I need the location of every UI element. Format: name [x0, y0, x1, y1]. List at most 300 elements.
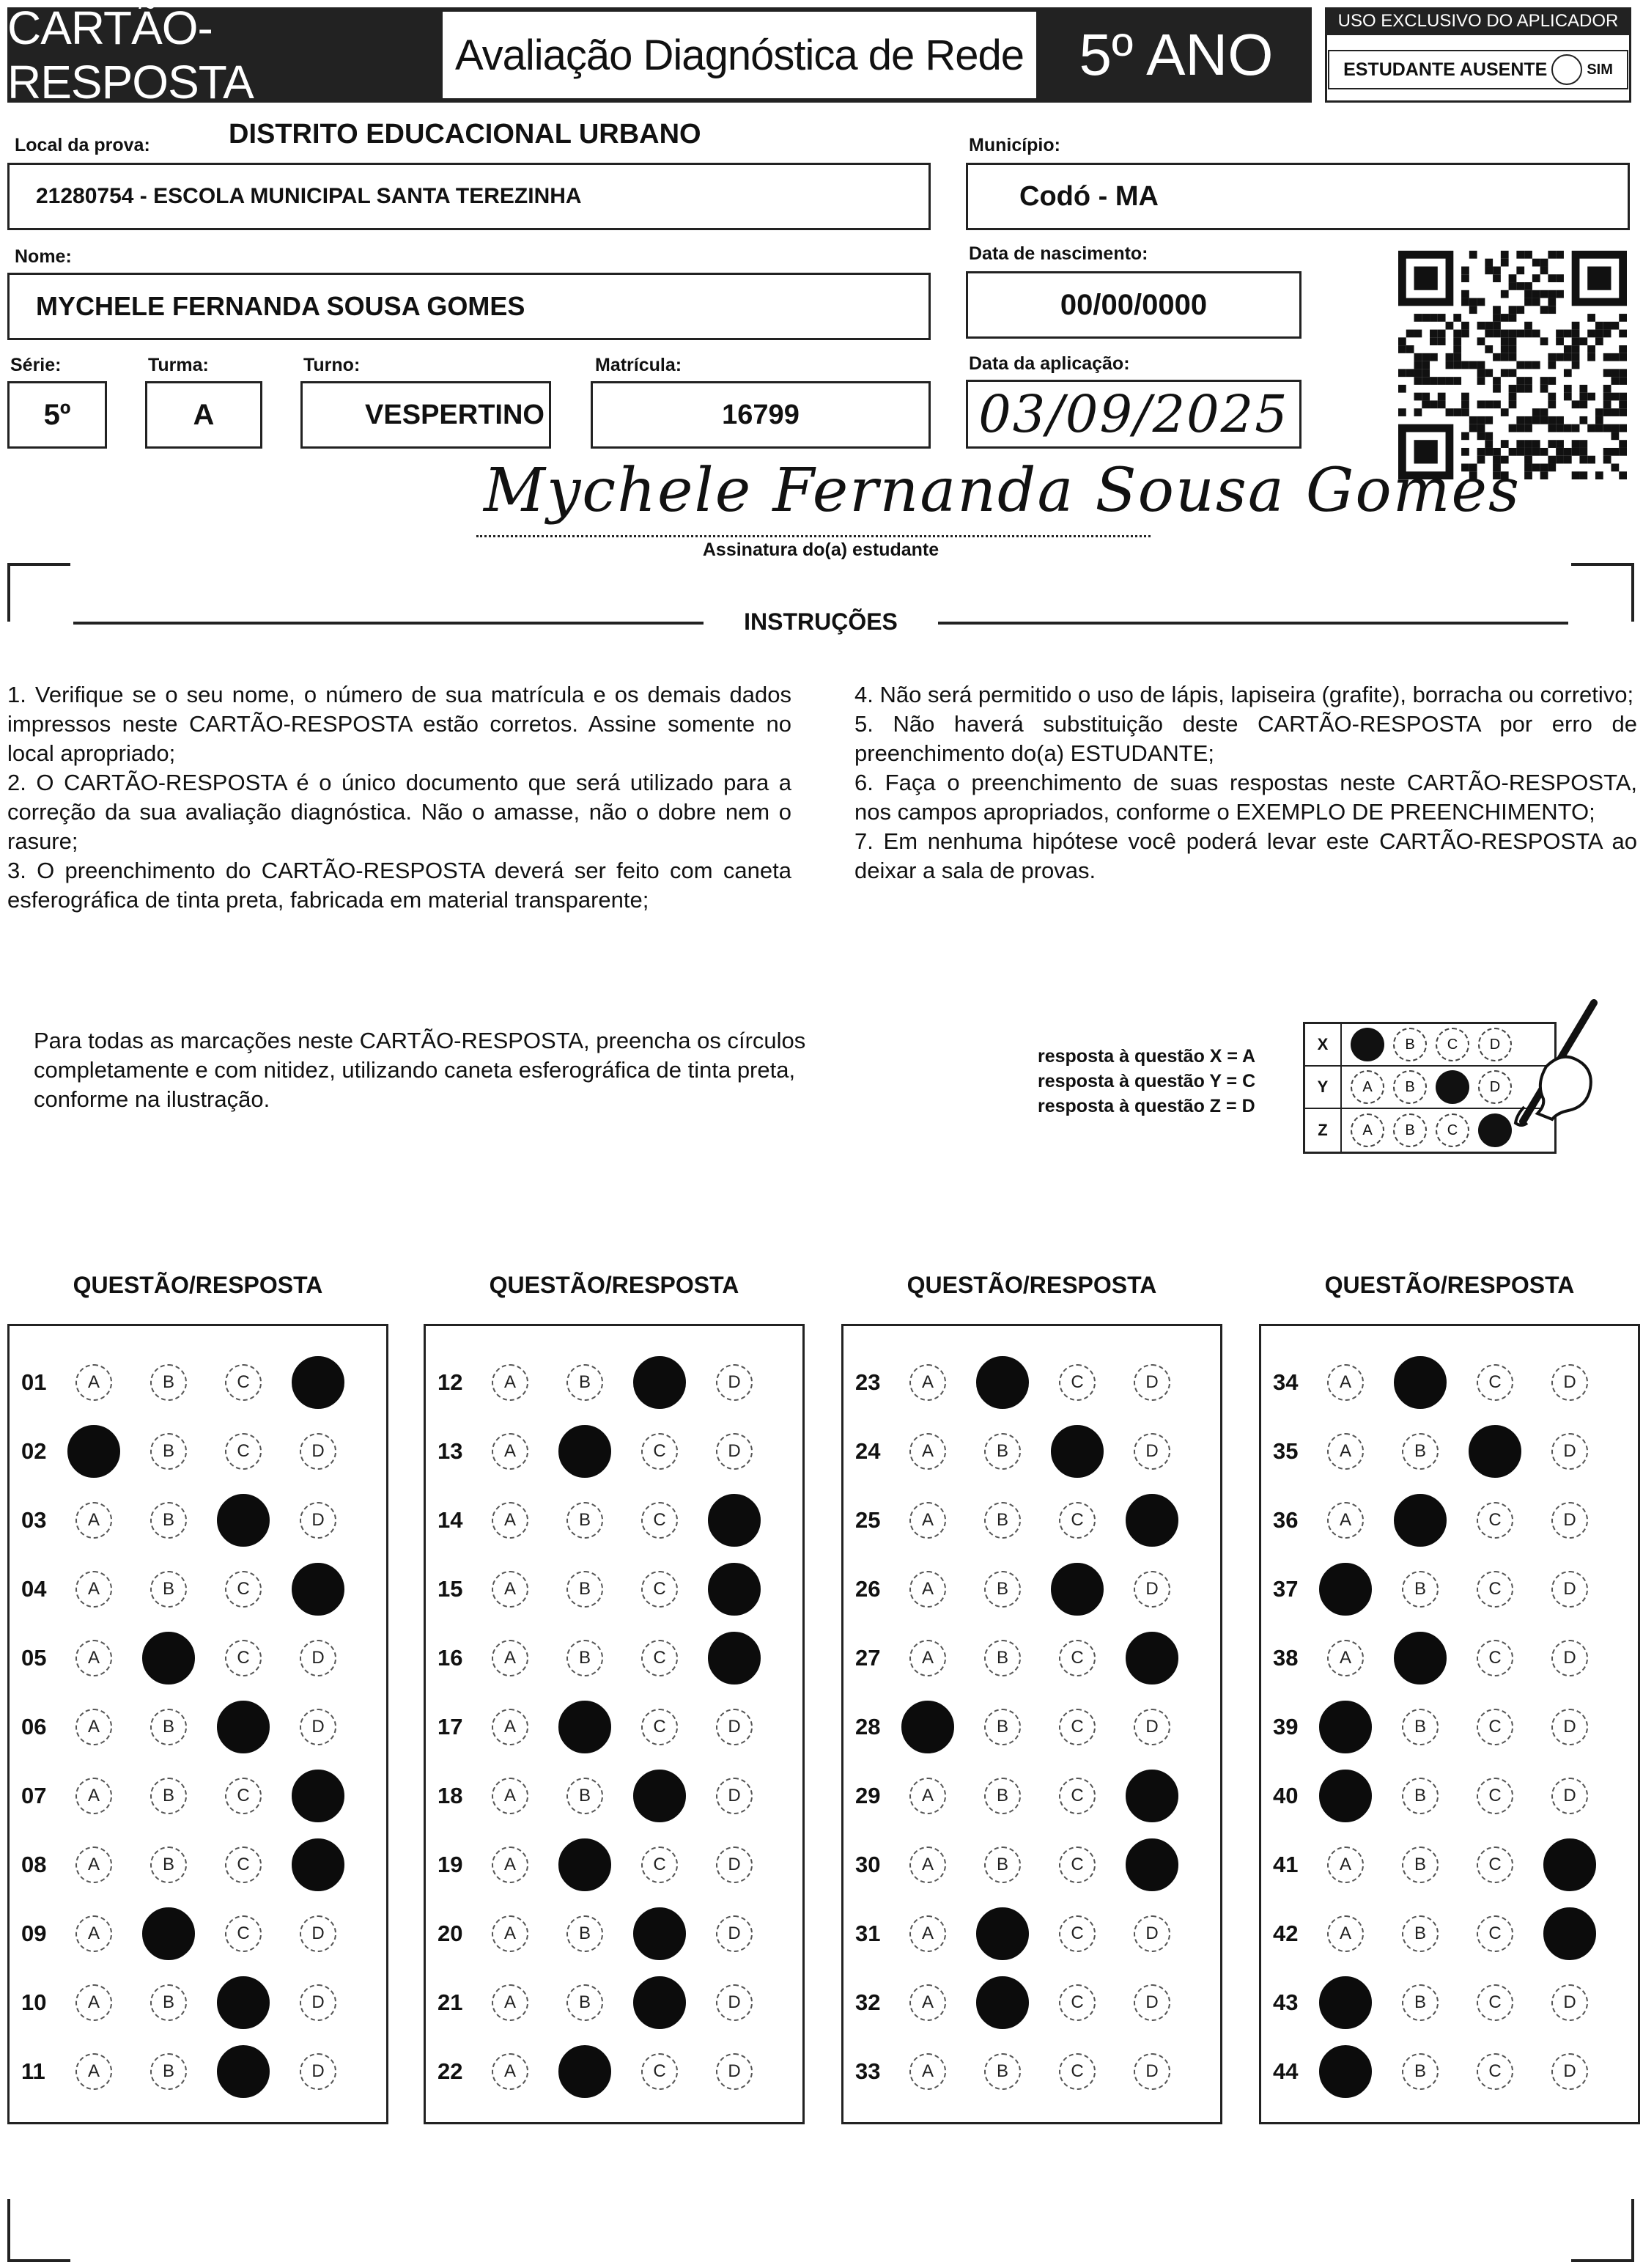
serie-label: Série:	[10, 355, 62, 375]
example-bubble-c	[1436, 1070, 1469, 1104]
answer-bubble-b[interactable]: B	[984, 1502, 1021, 1539]
answer-bubble-b[interactable]: B	[1402, 2053, 1439, 2090]
school-value: 21280754 - ESCOLA MUNICIPAL SANTA TEREZINHA	[36, 184, 582, 208]
question-number: 43	[1273, 1989, 1299, 2015]
answer-bubble-b[interactable]: B	[566, 1571, 603, 1608]
question-number: 09	[21, 1921, 47, 1946]
answer-bubble-c[interactable]: C	[1477, 1984, 1513, 2021]
answer-row	[10, 1348, 386, 1417]
answer-bubble-a[interactable]: A	[75, 1915, 112, 1952]
signature-line	[476, 535, 1151, 537]
answer-bubble-d[interactable]: D	[1134, 1984, 1170, 2021]
answer-row	[843, 1555, 1220, 1624]
answer-row	[843, 2037, 1220, 2106]
answer-bubble-d[interactable]: D	[716, 1709, 753, 1745]
instruction-item: 5. Não haverá substituição deste CARTÃO-RESPOSTA por erro de preenchimento do(a) ESTUDANTE;	[854, 711, 1637, 766]
answer-row	[1261, 1761, 1638, 1830]
answer-bubble-b[interactable]	[142, 1907, 195, 1960]
example-bubble-c: C	[1436, 1028, 1469, 1061]
question-number: 07	[21, 1783, 47, 1808]
answer-bubble-b[interactable]: B	[984, 1433, 1021, 1470]
signature-label: Assinatura do(a) estudante	[702, 540, 939, 560]
answer-bubble-d[interactable]: D	[1551, 1984, 1588, 2021]
answer-row	[426, 1968, 802, 2037]
answer-bubble-a[interactable]: A	[492, 1364, 528, 1401]
answer-row	[843, 1624, 1220, 1693]
question-number: 44	[1273, 2058, 1299, 2084]
question-number: 35	[1273, 1438, 1299, 1464]
answer-bubble-a[interactable]: A	[75, 1984, 112, 2021]
answer-bubble-b[interactable]: B	[1402, 1984, 1439, 2021]
answer-bubble-d[interactable]: D	[1551, 1502, 1588, 1539]
matricula-label: Matrícula:	[595, 355, 682, 375]
answer-bubble-c[interactable]: C	[225, 1364, 262, 1401]
answer-bubble-b[interactable]: B	[566, 1984, 603, 2021]
question-number: 17	[437, 1714, 463, 1739]
question-number: 04	[21, 1576, 47, 1602]
answer-bubble-a[interactable]: A	[492, 2053, 528, 2090]
example-bubble-a	[1351, 1028, 1384, 1061]
example-bubble-b: B	[1393, 1028, 1427, 1061]
answer-bubble-d[interactable]: D	[716, 2053, 753, 2090]
question-number: 31	[855, 1921, 881, 1946]
question-number: 36	[1273, 1507, 1299, 1533]
answer-bubble-c[interactable]: C	[225, 1847, 262, 1883]
answer-bubble-c[interactable]: C	[1477, 2053, 1513, 2090]
answer-bubble-b[interactable]	[558, 1701, 611, 1753]
answer-bubble-b[interactable]: B	[150, 1502, 187, 1539]
answer-bubble-b[interactable]: B	[150, 1709, 187, 1745]
answer-bubble-a[interactable]: A	[75, 1571, 112, 1608]
answer-bubble-c[interactable]: C	[641, 1433, 678, 1470]
answer-bubble-d[interactable]: D	[300, 1640, 336, 1676]
question-number: 11	[21, 2058, 45, 2084]
answer-bubble-c[interactable]	[1051, 1425, 1104, 1478]
answer-bubble-d[interactable]	[1126, 1838, 1178, 1891]
turma-value: A	[193, 398, 215, 431]
example-bubble-a: A	[1351, 1070, 1384, 1104]
answer-bubble-d[interactable]: D	[1551, 1640, 1588, 1676]
question-number: 32	[855, 1989, 881, 2015]
matricula-field	[591, 381, 931, 449]
answer-bubble-b[interactable]	[142, 1632, 195, 1685]
answer-bubble-b[interactable]	[558, 2045, 611, 2098]
answer-row	[1261, 1555, 1638, 1624]
answer-bubble-b[interactable]	[1394, 1494, 1447, 1547]
answer-bubble-b[interactable]: B	[1402, 1433, 1439, 1470]
answer-bubble-b[interactable]: B	[1402, 1571, 1439, 1608]
answer-bubble-a[interactable]: A	[1327, 1640, 1364, 1676]
student-signature[interactable]: Mychele Fernanda Sousa Gomes	[484, 456, 1521, 526]
answer-bubble-a[interactable]: A	[492, 1709, 528, 1745]
answer-bubble-a[interactable]: A	[1327, 1364, 1364, 1401]
answer-row	[10, 1555, 386, 1624]
answer-bubble-b[interactable]: B	[566, 1915, 603, 1952]
answer-bubble-b[interactable]: B	[984, 1847, 1021, 1883]
answer-bubble-c[interactable]: C	[1059, 1709, 1096, 1745]
answer-bubble-d[interactable]: D	[300, 1984, 336, 2021]
absent-option: SIM	[1587, 61, 1613, 78]
answer-bubble-b[interactable]: B	[984, 1640, 1021, 1676]
answer-bubble-d[interactable]: D	[300, 1709, 336, 1745]
answer-bubble-b[interactable]	[558, 1425, 611, 1478]
answer-bubble-c[interactable]: C	[1477, 1364, 1513, 1401]
answer-bubble-c[interactable]: C	[1059, 2053, 1096, 2090]
answer-bubble-a[interactable]: A	[1327, 1433, 1364, 1470]
answer-bubble-a[interactable]: A	[492, 1984, 528, 2021]
answer-bubble-a[interactable]	[901, 1701, 954, 1753]
answer-bubble-b[interactable]: B	[1402, 1915, 1439, 1952]
answer-bubble-d[interactable]: D	[300, 1915, 336, 1952]
answer-bubble-c[interactable]	[633, 1770, 686, 1822]
answer-bubble-b[interactable]: B	[984, 1709, 1021, 1745]
answer-bubble-d[interactable]: D	[1134, 1709, 1170, 1745]
question-number: 20	[437, 1921, 463, 1946]
question-number: 06	[21, 1714, 47, 1739]
answer-bubble-c[interactable]	[217, 1701, 270, 1753]
answer-bubble-c[interactable]: C	[1477, 1571, 1513, 1608]
answer-bubble-c[interactable]: C	[1059, 1364, 1096, 1401]
answer-bubble-c[interactable]	[217, 1976, 270, 2029]
answer-bubble-b[interactable]	[976, 1356, 1029, 1409]
answer-bubble-a[interactable]: A	[75, 1709, 112, 1745]
answer-bubble-c[interactable]: C	[1059, 1778, 1096, 1814]
question-number: 42	[1273, 1921, 1299, 1946]
answer-bubble-b[interactable]: B	[984, 1778, 1021, 1814]
answer-bubble-c[interactable]: C	[1477, 1915, 1513, 1952]
answer-bubble-d[interactable]: D	[716, 1778, 753, 1814]
answer-bubble-d[interactable]	[1543, 1907, 1596, 1960]
answer-bubble-d[interactable]	[1126, 1632, 1178, 1685]
answer-bubble-d[interactable]: D	[300, 1502, 336, 1539]
example-question-label: Z	[1305, 1109, 1342, 1152]
answer-bubble-a[interactable]: A	[75, 1640, 112, 1676]
answer-bubble-c[interactable]: C	[1477, 1778, 1513, 1814]
answer-bubble-d[interactable]: D	[1134, 1915, 1170, 1952]
question-number: 27	[855, 1645, 881, 1671]
question-number: 14	[437, 1507, 463, 1533]
answer-bubble-a[interactable]: A	[909, 1571, 946, 1608]
answer-bubble-d[interactable]: D	[1134, 1364, 1170, 1401]
answer-bubble-d[interactable]	[292, 1563, 344, 1616]
question-number: 38	[1273, 1645, 1299, 1671]
question-number: 26	[855, 1576, 881, 1602]
instruction-item: 4. Não será permitido o uso de lápis, lapiseira (grafite), borracha ou corretivo;	[854, 682, 1634, 707]
example-bubble-d: D	[1478, 1028, 1512, 1061]
answer-bubble-a[interactable]: A	[909, 1502, 946, 1539]
answer-bubble-b[interactable]: B	[566, 1502, 603, 1539]
answer-row	[1261, 1486, 1638, 1555]
answer-row	[843, 1899, 1220, 1968]
answer-bubble-a[interactable]: A	[1327, 1847, 1364, 1883]
answer-bubble-c[interactable]: C	[641, 1640, 678, 1676]
example-text: Para todas as marcações neste CARTÃO-RESPOSTA, preencha os círculos completamente e com nitidez, utilizando caneta esferográfica de tinta preta, conforme na ilustração.	[34, 1028, 806, 1112]
answer-bubble-d[interactable]: D	[716, 1433, 753, 1470]
nome-label: Nome:	[15, 246, 72, 267]
answer-row	[426, 1830, 802, 1899]
answer-bubble-d[interactable]	[708, 1632, 761, 1685]
serie-field	[7, 381, 107, 449]
answer-row	[843, 1830, 1220, 1899]
question-number: 37	[1273, 1576, 1299, 1602]
question-number: 29	[855, 1783, 881, 1808]
answer-row	[426, 2037, 802, 2106]
answer-bubble-c[interactable]: C	[641, 1502, 678, 1539]
answer-bubble-a[interactable]: A	[909, 1640, 946, 1676]
question-number: 02	[21, 1438, 47, 1464]
turma-field	[145, 381, 262, 449]
answer-bubble-a[interactable]: A	[909, 1433, 946, 1470]
corner-mark-top-right	[1571, 563, 1634, 622]
answer-bubble-a[interactable]: A	[909, 1778, 946, 1814]
answer-bubble-b[interactable]: B	[150, 1847, 187, 1883]
question-number: 10	[21, 1989, 47, 2015]
turma-label: Turma:	[148, 355, 209, 375]
answer-bubble-d[interactable]: D	[1134, 1571, 1170, 1608]
answer-bubble-a[interactable]	[1319, 1976, 1372, 2029]
answer-bubble-c[interactable]	[633, 1976, 686, 2029]
answer-bubble-c[interactable]	[633, 1356, 686, 1409]
answer-row	[10, 1761, 386, 1830]
answer-bubble-c[interactable]: C	[641, 1709, 678, 1745]
answer-bubble-c[interactable]	[1051, 1563, 1104, 1616]
answer-bubble-c[interactable]	[1469, 1425, 1521, 1478]
answer-bubble-b[interactable]: B	[150, 1571, 187, 1608]
answer-bubble-a[interactable]: A	[492, 1915, 528, 1952]
answer-bubble-d[interactable]: D	[1134, 1433, 1170, 1470]
answer-bubble-c[interactable]: C	[1477, 1640, 1513, 1676]
answer-bubble-d[interactable]	[292, 1356, 344, 1409]
answer-row	[1261, 1830, 1638, 1899]
column-title: QUESTÃO/RESPOSTA	[73, 1272, 323, 1298]
answer-bubble-d[interactable]: D	[300, 2053, 336, 2090]
answer-bubble-c[interactable]: C	[641, 1847, 678, 1883]
question-number: 16	[437, 1645, 463, 1671]
answer-bubble-a[interactable]: A	[492, 1778, 528, 1814]
answer-bubble-a[interactable]: A	[492, 1571, 528, 1608]
answer-row	[426, 1693, 802, 1761]
answer-bubble-c[interactable]: C	[1059, 1847, 1096, 1883]
aplicacao-field[interactable]	[966, 380, 1302, 449]
question-number: 39	[1273, 1714, 1299, 1739]
answer-bubble-a[interactable]: A	[1327, 1915, 1364, 1952]
answer-row	[10, 1624, 386, 1693]
example-bubble-b: B	[1393, 1113, 1427, 1147]
answer-bubble-a[interactable]: A	[1327, 1502, 1364, 1539]
answer-row	[10, 1830, 386, 1899]
answer-bubble-b[interactable]: B	[984, 1571, 1021, 1608]
answer-bubble-b[interactable]	[976, 1907, 1029, 1960]
answer-bubble-d[interactable]: D	[1551, 1571, 1588, 1608]
answer-bubble-b[interactable]	[1394, 1356, 1447, 1409]
answer-bubble-c[interactable]: C	[225, 1571, 262, 1608]
answer-bubble-a[interactable]: A	[909, 1984, 946, 2021]
pen-hand-icon	[1495, 997, 1605, 1144]
corner-mark-bottom-left	[7, 2199, 70, 2262]
answer-column-3	[841, 1324, 1222, 2124]
answer-bubble-c[interactable]: C	[1477, 1502, 1513, 1539]
example-bubble-a: A	[1351, 1113, 1384, 1147]
answer-bubble-d[interactable]: D	[1551, 1364, 1588, 1401]
example-bubble-b: B	[1393, 1070, 1427, 1104]
question-number: 01	[21, 1369, 47, 1395]
question-number: 03	[21, 1507, 47, 1533]
absent-bubble[interactable]	[1551, 54, 1582, 85]
answer-bubble-a[interactable]	[67, 1425, 120, 1478]
question-number: 12	[437, 1369, 463, 1395]
answer-bubble-d[interactable]	[1126, 1770, 1178, 1822]
answer-bubble-b[interactable]: B	[566, 1640, 603, 1676]
answer-bubble-b[interactable]: B	[150, 1364, 187, 1401]
answer-bubble-d[interactable]: D	[716, 1847, 753, 1883]
instruction-item: 3. O preenchimento do CARTÃO-RESPOSTA deverá ser feito com caneta esferográfica de tinta preta, fabricada em material transparente;	[7, 858, 791, 913]
instruction-item: 1. Verifique se o seu nome, o número de sua matrícula e os demais dados impressos neste CARTÃO-RESPOSTA estão corretos. Assine somente no local apropriado;	[7, 682, 791, 766]
answer-bubble-b[interactable]: B	[984, 2053, 1021, 2090]
answer-bubble-a[interactable]: A	[75, 2053, 112, 2090]
turno-value: VESPERTINO	[365, 399, 544, 430]
card-title: CARTÃO-RESPOSTA	[7, 1, 254, 108]
answer-bubble-c[interactable]: C	[225, 1915, 262, 1952]
answer-bubble-a[interactable]	[1319, 2045, 1372, 2098]
answer-bubble-b[interactable]	[558, 1838, 611, 1891]
answer-bubble-a[interactable]: A	[75, 1364, 112, 1401]
answer-bubble-c[interactable]	[633, 1907, 686, 1960]
answer-row	[426, 1348, 802, 1417]
answer-bubble-b[interactable]: B	[566, 1778, 603, 1814]
answer-row	[1261, 1624, 1638, 1693]
turno-field	[300, 381, 551, 449]
answer-bubble-d[interactable]	[708, 1563, 761, 1616]
answer-bubble-b[interactable]: B	[150, 1984, 187, 2021]
answer-bubble-c[interactable]: C	[1477, 1709, 1513, 1745]
answer-bubble-c[interactable]: C	[1477, 1847, 1513, 1883]
answer-bubble-b[interactable]: B	[566, 1364, 603, 1401]
answer-row	[426, 1555, 802, 1624]
answer-row	[843, 1348, 1220, 1417]
answer-row	[426, 1417, 802, 1486]
local-label: Local da prova:	[15, 135, 150, 155]
answer-bubble-d[interactable]: D	[1551, 1778, 1588, 1814]
answer-bubble-c[interactable]: C	[225, 1433, 262, 1470]
answer-bubble-c[interactable]	[217, 1494, 270, 1547]
answer-bubble-a[interactable]	[1319, 1701, 1372, 1753]
answer-bubble-a[interactable]: A	[909, 2053, 946, 2090]
answer-bubble-d[interactable]	[292, 1838, 344, 1891]
answer-bubble-c[interactable]: C	[1059, 1915, 1096, 1952]
answer-bubble-a[interactable]: A	[492, 1640, 528, 1676]
answer-row	[1261, 2037, 1638, 2106]
answer-bubble-d[interactable]	[1126, 1494, 1178, 1547]
answer-bubble-c[interactable]: C	[1059, 1502, 1096, 1539]
answer-bubble-a[interactable]: A	[492, 1502, 528, 1539]
nascimento-value: 00/00/0000	[1060, 288, 1208, 321]
answer-bubble-b[interactable]: B	[1402, 1709, 1439, 1745]
question-number: 23	[855, 1369, 881, 1395]
answer-row	[426, 1624, 802, 1693]
answer-row	[843, 1968, 1220, 2037]
example-bubble-c: C	[1436, 1113, 1469, 1147]
nome-value: MYCHELE FERNANDA SOUSA GOMES	[36, 291, 525, 321]
answer-row	[10, 1417, 386, 1486]
answer-bubble-d[interactable]: D	[1551, 1709, 1588, 1745]
answer-row	[843, 1693, 1220, 1761]
answer-bubble-d[interactable]: D	[1551, 1433, 1588, 1470]
question-number: 24	[855, 1438, 881, 1464]
answer-bubble-a[interactable]: A	[492, 1847, 528, 1883]
question-number: 05	[21, 1645, 47, 1671]
answer-bubble-a[interactable]: A	[909, 1847, 946, 1883]
answer-bubble-c[interactable]: C	[225, 1778, 262, 1814]
answer-bubble-c[interactable]: C	[641, 1571, 678, 1608]
answer-bubble-c[interactable]: C	[641, 2053, 678, 2090]
answer-row	[1261, 1693, 1638, 1761]
answer-bubble-d[interactable]: D	[716, 1364, 753, 1401]
example-legend	[1038, 1044, 1255, 1119]
answer-bubble-a[interactable]: A	[75, 1778, 112, 1814]
answer-bubble-d[interactable]: D	[1551, 2053, 1588, 2090]
answer-bubble-c[interactable]: C	[225, 1640, 262, 1676]
answer-bubble-b[interactable]	[976, 1976, 1029, 2029]
answer-row	[1261, 1348, 1638, 1417]
answer-bubble-b[interactable]: B	[150, 1778, 187, 1814]
instruction-item: 2. O CARTÃO-RESPOSTA é o único documento que será utilizado para a correção da sua avaliação diagnóstica. Não o amasse, não o dobre nem o rasure;	[7, 770, 791, 854]
instruction-item: 7. Em nenhuma hipótese você poderá levar este CARTÃO-RESPOSTA ao deixar a sala de provas.	[854, 828, 1637, 883]
answer-bubble-d[interactable]	[292, 1770, 344, 1822]
question-number: 30	[855, 1852, 881, 1877]
answer-bubble-c[interactable]: C	[1059, 1984, 1096, 2021]
answer-row	[10, 1693, 386, 1761]
nascimento-field	[966, 271, 1302, 339]
answer-bubble-d[interactable]: D	[300, 1433, 336, 1470]
example-legend-item: resposta à questão Y = C	[1038, 1071, 1256, 1091]
answer-row	[426, 1899, 802, 1968]
column-title: QUESTÃO/RESPOSTA	[1324, 1272, 1575, 1298]
question-number: 08	[21, 1852, 47, 1877]
aplicacao-value: 03/09/2025	[978, 384, 1289, 444]
example-bubble-d: D	[1478, 1070, 1512, 1104]
answer-bubble-d[interactable]: D	[716, 1915, 753, 1952]
municipio-field	[966, 163, 1630, 230]
example-question-label: Y	[1305, 1067, 1342, 1108]
answer-bubble-a[interactable]	[1319, 1563, 1372, 1616]
answer-bubble-a[interactable]: A	[909, 1915, 946, 1952]
answer-row	[843, 1761, 1220, 1830]
answer-bubble-a[interactable]: A	[492, 1433, 528, 1470]
answer-row	[10, 1486, 386, 1555]
absent-label: ESTUDANTE AUSENTE	[1343, 59, 1548, 80]
answer-bubble-c[interactable]	[217, 2045, 270, 2098]
answer-bubble-d[interactable]: D	[716, 1984, 753, 2021]
answer-bubble-d[interactable]: D	[1134, 2053, 1170, 2090]
answer-bubble-a[interactable]	[1319, 1770, 1372, 1822]
qr-code	[1398, 251, 1627, 479]
answer-bubble-d[interactable]	[1543, 1838, 1596, 1891]
instructions-title: INSTRUÇÕES	[744, 608, 898, 635]
answer-bubble-a[interactable]: A	[909, 1364, 946, 1401]
answer-column-1	[7, 1324, 388, 2124]
answer-bubble-d[interactable]	[708, 1494, 761, 1547]
answer-bubble-b[interactable]: B	[150, 2053, 187, 2090]
answer-bubble-b[interactable]: B	[150, 1433, 187, 1470]
question-number: 25	[855, 1507, 881, 1533]
answer-bubble-c[interactable]: C	[1059, 1640, 1096, 1676]
answer-bubble-b[interactable]: B	[1402, 1778, 1439, 1814]
answer-bubble-a[interactable]: A	[75, 1502, 112, 1539]
answer-bubble-a[interactable]: A	[75, 1847, 112, 1883]
answer-bubble-b[interactable]: B	[1402, 1847, 1439, 1883]
answer-bubble-b[interactable]	[1394, 1632, 1447, 1685]
question-number: 18	[437, 1783, 463, 1808]
